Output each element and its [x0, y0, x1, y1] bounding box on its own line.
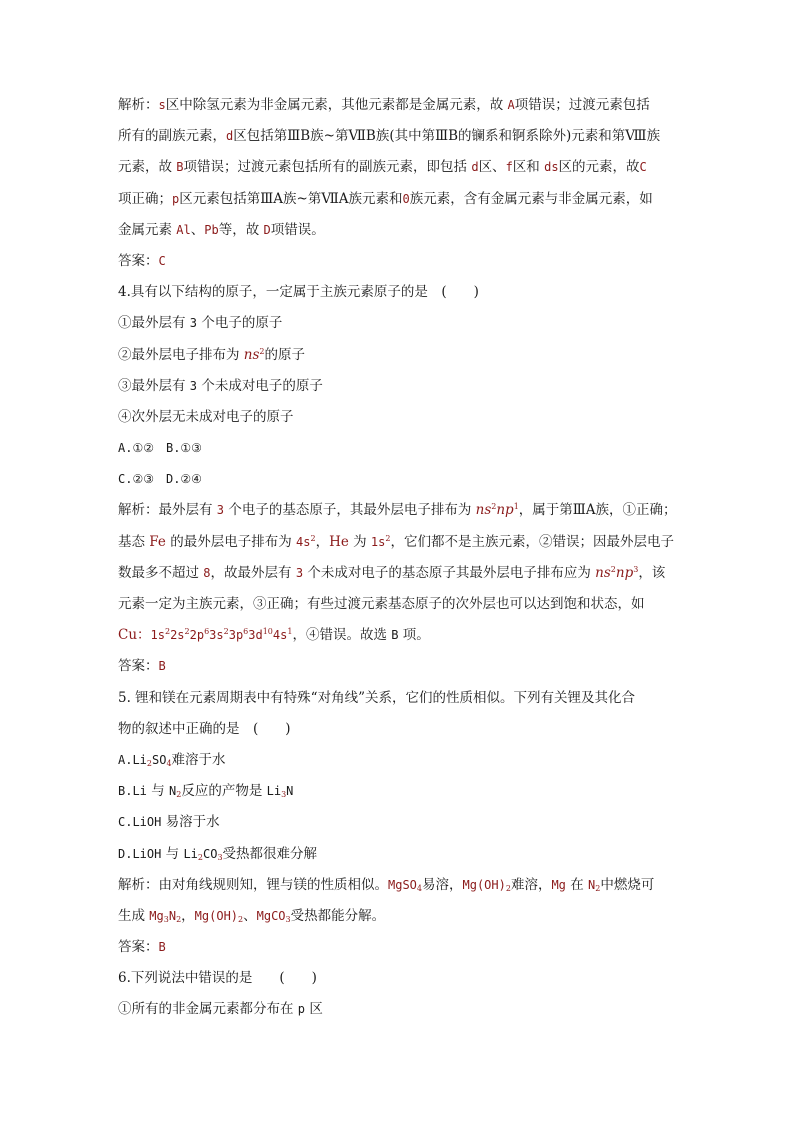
subscript: 2 [146, 758, 152, 768]
text-line [118, 184, 678, 215]
text-line [118, 277, 678, 308]
text-segment: 元素一定为主族元素，③正确；有些过渡元素基态原子的次外层也可以达到饱和状态，如 [118, 596, 645, 612]
text-segment: 0 [402, 191, 410, 206]
superscript: 1 [287, 627, 293, 637]
text-segment: C.②③ D.②④ [118, 472, 202, 487]
text-segment: 6.下列说法中错误的是 ( ) [118, 970, 317, 987]
text-segment: B.Li [118, 784, 147, 799]
text-segment: N [286, 784, 294, 799]
superscript: 10 [262, 627, 273, 637]
text-segment: p [172, 191, 180, 206]
text-segment: 3 [189, 316, 198, 331]
text-line [118, 308, 678, 339]
text-segment: A.Li [118, 752, 147, 767]
subscript: 3 [281, 790, 287, 800]
text-segment: 基态 [118, 533, 150, 550]
text-segment: 区的元素，故 [558, 159, 640, 176]
text-segment: 区、 [478, 159, 506, 176]
superscript: 1 [513, 502, 519, 512]
text-segment: Al [176, 222, 191, 237]
text-line [118, 839, 678, 870]
text-segment: Pb [204, 222, 219, 237]
text-segment: 数最多不超过 [118, 564, 204, 581]
text-line [118, 807, 678, 838]
text-segment: 4s [296, 534, 311, 549]
text-segment: 物的叙述中正确的是 ( ) [118, 720, 291, 737]
text-segment: Mg [149, 908, 164, 923]
subscript: 3 [285, 914, 291, 924]
text-segment: 解析：最外层有 [118, 502, 217, 519]
text-segment: np [496, 502, 514, 519]
text-segment: 族元素，含有金属元素与非金属元素，如 [409, 190, 653, 207]
text-segment: 在 [565, 876, 588, 893]
text-segment: 的最外层电子排布为 [165, 533, 297, 550]
text-line [118, 714, 678, 745]
text-segment: 的原子 [264, 346, 306, 363]
text-segment: 、 [190, 221, 205, 238]
text-segment: N [168, 908, 177, 923]
subscript: 2 [176, 914, 182, 924]
text-line [118, 246, 678, 277]
text-segment: 易溶， [422, 876, 463, 893]
text-segment: 区包括第ⅢB族~第ⅦB族(其中第ⅢB的镧系和锕系除外)元素和第Ⅷ族 [233, 128, 661, 145]
subscript: 3 [217, 852, 223, 862]
text-segment: 答案： [118, 252, 159, 269]
superscript: 2 [259, 346, 265, 356]
superscript: 2 [223, 627, 229, 637]
text-segment: Cu： [118, 627, 151, 644]
text-segment: 与 [146, 783, 169, 800]
text-segment: MgSO [388, 877, 417, 892]
text-segment: ，属于第ⅢA族，①正确； [518, 502, 677, 519]
text-segment: 与 [161, 845, 184, 862]
text-segment: C [639, 160, 647, 175]
text-segment: 3 [295, 565, 304, 580]
text-line [118, 589, 678, 620]
text-segment: Mg(OH) [462, 877, 506, 892]
text-segment: SO [152, 752, 167, 767]
subscript: 2 [505, 883, 511, 893]
text-segment: ②最外层电子排布为 [118, 346, 244, 363]
text-segment: Fe [149, 533, 166, 550]
text-segment: 3s [209, 628, 224, 643]
text-segment: s [158, 98, 166, 112]
text-line [118, 651, 678, 682]
superscript: 2 [184, 627, 190, 637]
text-segment: 2p [189, 628, 205, 643]
text-segment: 项。 [398, 627, 430, 644]
text-segment: CO [203, 846, 218, 861]
text-segment: p [297, 1002, 306, 1017]
subscript: 2 [197, 852, 203, 862]
text-line [118, 620, 678, 651]
text-segment: ， [315, 533, 330, 550]
subscript: 2 [176, 790, 182, 800]
subscript: 4 [166, 758, 172, 768]
text-segment: C [158, 253, 166, 268]
text-line [118, 402, 678, 433]
text-segment: He [329, 533, 349, 550]
text-line [118, 558, 678, 589]
text-line [118, 433, 678, 464]
text-segment: N [169, 784, 177, 799]
text-line [118, 776, 678, 807]
text-segment: 5. 锂和镁在元素周期表中有特殊“对角线”关系，它们的性质相似。下列有关锂及其化合 [118, 689, 635, 706]
text-segment: 金属元素 [118, 221, 177, 238]
text-segment: np [615, 564, 634, 581]
subscript: 2 [238, 914, 244, 924]
text-line [118, 215, 678, 246]
text-segment: A [507, 98, 515, 112]
text-segment: D.LiOH [118, 846, 162, 861]
text-segment: 项错误；过渡元素包括 [514, 97, 650, 113]
text-segment: ds [544, 160, 559, 175]
text-segment: 项错误；过渡元素包括所有的副族元素，即包括 [183, 159, 472, 176]
subscript: 4 [416, 883, 422, 893]
text-segment: 等，故 [218, 221, 264, 238]
text-segment: 生成 [118, 907, 150, 924]
text-line [118, 901, 678, 932]
text-segment: 易溶于水 [161, 814, 220, 831]
text-segment: Li [266, 784, 282, 799]
text-segment: 2s [170, 628, 185, 643]
text-line [118, 932, 678, 963]
text-segment: 受热都能分解。 [290, 907, 386, 924]
text-line [118, 683, 678, 714]
text-segment: f [505, 160, 513, 175]
text-segment: Mg [551, 877, 566, 892]
text-segment: B [391, 628, 399, 643]
text-segment: 个未成对电子的基态原子其最外层电子排布应为 [303, 564, 596, 581]
superscript: 6 [243, 627, 249, 637]
text-segment: ④次外层无未成对电子的原子 [118, 408, 294, 425]
text-segment: 4.具有以下结构的原子，一定属于主族元素原子的是 ( ) [118, 284, 479, 301]
text-segment: 1s [370, 534, 386, 549]
text-line [118, 994, 678, 1025]
text-segment: 3 [189, 378, 198, 393]
text-segment: A.①② B.①③ [118, 441, 202, 456]
text-segment: 区和 [512, 159, 545, 176]
text-segment: 反应的产物是 [181, 783, 267, 800]
text-segment: d [471, 160, 479, 175]
superscript: 2 [610, 564, 616, 574]
text-segment: 项正确； [118, 190, 172, 207]
text-segment: ns [475, 502, 492, 519]
text-segment: 区 [305, 1001, 323, 1018]
text-segment: 3d [248, 628, 263, 643]
text-segment: 答案： [118, 939, 159, 956]
text-segment: ①所有的非金属元素都分布在 [118, 1001, 298, 1018]
text-segment: 区中除氢元素为非金属元素，其他元素都是金属元素，故 [165, 97, 508, 113]
text-line [118, 90, 678, 121]
text-segment: MgCO [256, 908, 286, 923]
text-segment: ③最外层有 [118, 377, 190, 394]
text-line [118, 963, 678, 994]
text-segment: d [226, 129, 234, 144]
text-segment: 1s [150, 628, 165, 643]
text-segment: B [176, 160, 184, 175]
text-segment: ns [243, 346, 260, 363]
text-segment: 、 [243, 907, 257, 924]
text-segment: 个未成对电子的原子 [197, 377, 323, 394]
superscript: 2 [491, 502, 497, 512]
text-segment: 项错误。 [270, 221, 325, 238]
text-segment: 难溶于水 [171, 751, 226, 768]
text-segment: 3p [228, 628, 244, 643]
text-segment: 4s [272, 628, 288, 643]
text-line [118, 152, 678, 183]
text-segment: C.LiOH [118, 815, 162, 830]
text-line [118, 340, 678, 371]
text-segment: ①最外层有 [118, 315, 190, 332]
text-segment: 为 [348, 533, 371, 550]
text-segment: ns [595, 564, 611, 581]
text-segment: 解析：由对角线规则知，锂与镁的性质相似。 [118, 876, 388, 893]
text-line [118, 527, 678, 558]
text-segment: ，该 [638, 564, 666, 581]
text-segment: ，它们都不是主族元素，②错误；因最外层电子 [390, 533, 674, 550]
text-segment: 区元素包括第ⅢA族~第ⅦA族元素和 [179, 190, 403, 207]
text-segment: 元素，故 [118, 159, 177, 176]
text-segment: 难溶， [510, 876, 552, 893]
text-segment: 中燃烧可 [600, 876, 655, 893]
text-segment: ，故最外层有 [210, 564, 296, 581]
superscript: 2 [310, 533, 316, 543]
text-line [118, 371, 678, 402]
text-segment: 所有的副族元素， [118, 128, 226, 145]
text-segment: 解析： [118, 97, 159, 113]
superscript: 2 [164, 627, 171, 637]
text-line [118, 495, 678, 526]
document-page [118, 90, 678, 1026]
subscript: 2 [595, 883, 601, 893]
text-segment: N [588, 877, 596, 892]
text-segment: Mg(OH) [194, 908, 239, 923]
text-line [118, 745, 678, 776]
text-line [118, 464, 678, 495]
text-segment: B [158, 659, 166, 674]
text-segment: ， [181, 907, 195, 924]
text-line [118, 870, 678, 901]
superscript: 2 [385, 533, 391, 543]
text-segment: B [158, 940, 166, 955]
text-segment: 3 [216, 503, 225, 518]
text-segment: 个电子的原子 [197, 315, 283, 332]
text-segment: D [263, 222, 271, 237]
text-segment: 8 [203, 565, 211, 580]
text-segment: ，④错误。故选 [292, 627, 392, 644]
text-segment: 答案： [118, 658, 159, 675]
text-segment: Li [183, 846, 198, 861]
superscript: 3 [633, 564, 639, 574]
text-line [118, 121, 678, 152]
superscript: 6 [204, 627, 210, 637]
subscript: 3 [163, 914, 169, 924]
text-segment: 个电子的基态原子，其最外层电子排布为 [224, 502, 476, 519]
text-segment: 受热都很难分解 [222, 845, 318, 862]
